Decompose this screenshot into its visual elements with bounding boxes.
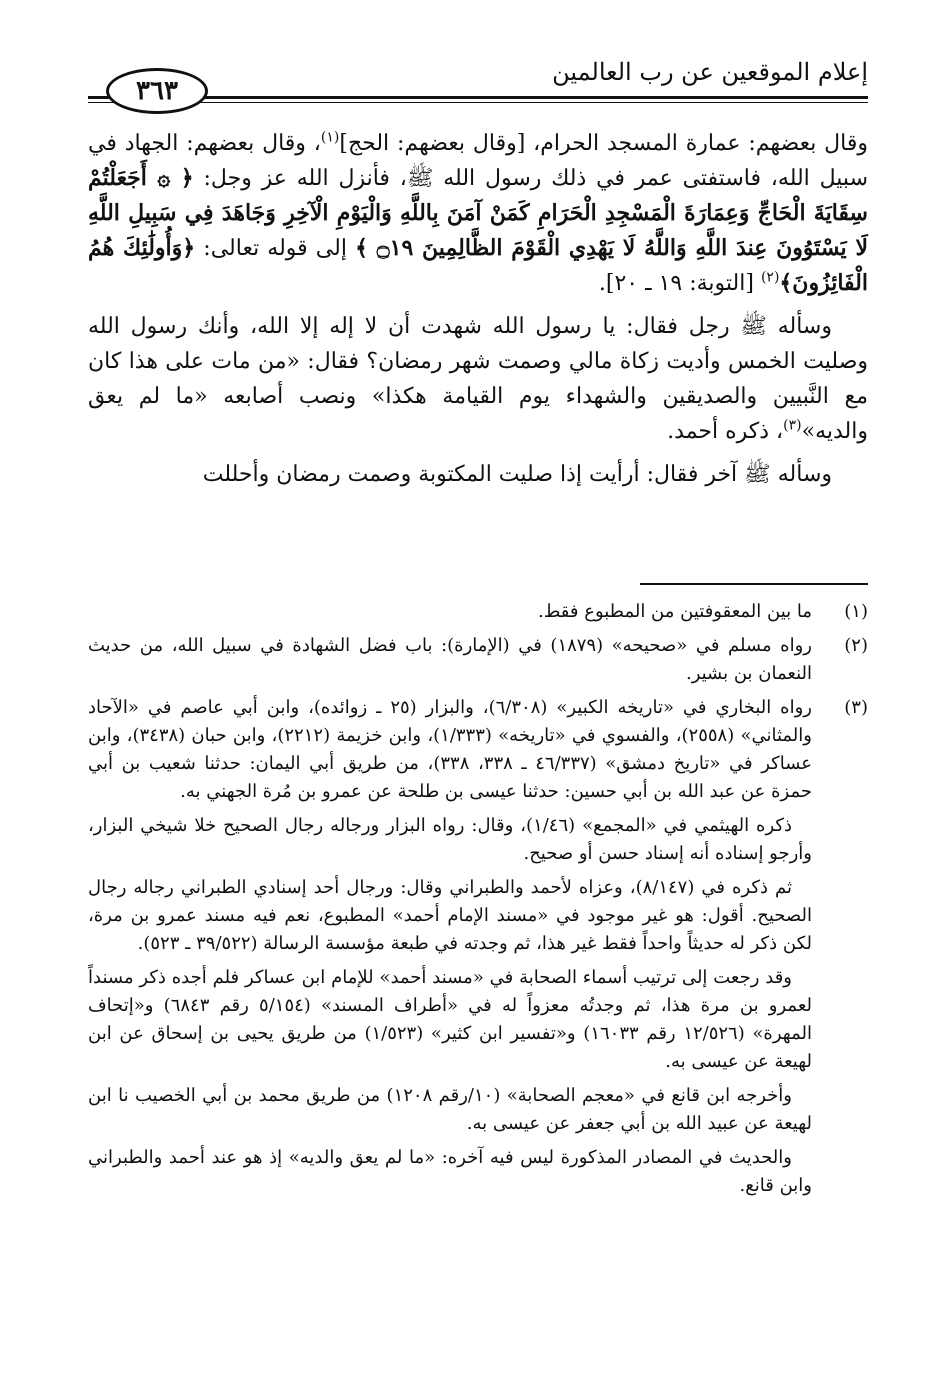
footnote-3-para-4: وقد رجعت إلى ترتيب أسماء الصحابة في «مسند أحمد» للإمام ابن عساكر فلم أجده ذكر مسنداً لعمرو بن مرة هذا، ثم وجدتُه معزواً له في «أطراف المسند» (٥/١٥٤ رقم ٦٨٤٣) و«إتحاف المهرة» (١٢/٥٢٦ رقم ١٦٠٣٣) و«تفسير ابن كثير» (١/٥٢٣) من طريق يحيى بن إسحاق عن ابن لهيعة عن عيسى به.: [88, 967, 812, 1072]
footnote-2: [88, 632, 868, 688]
quran-verse-1: ﴿ ۞ أَجَعَلْتُمْ سِقَايَةَ الْحَاجِّ وَعِمَارَةَ الْمَسْجِدِ الْحَرَامِ كَمَنْ آمَنَ بِاللَّهِ وَالْيَوْمِ الْآخِرِ وَجَاهَدَ فِي سَبِيلِ اللَّهِ لَا يَسْتَوُونَ عِندَ اللَّهِ وَاللَّهُ لَا يَهْدِي الْقَوْمَ الظَّالِمِينَ ۝١٩ ﴾: [88, 165, 868, 261]
paragraph-1-text: وقال بعضهم: عمارة المسجد الحرام، [وقال بعضهم: الحج]: [339, 131, 869, 156]
main-text: [88, 126, 868, 500]
header-rule-thin: [88, 102, 868, 103]
footnote-3-number: (٣): [844, 697, 868, 718]
footnote-3-para-5: وأخرجه ابن قانع في «معجم الصحابة» (١٠/رقم ١٢٠٨) من طريق محمد بن أبي الخصيب نا ابن لهيعة عن عبيد الله بن أبي جعفر عن عيسى به.: [88, 1085, 812, 1134]
footnote-mark-2: (٢): [760, 269, 780, 286]
paragraph-1: [88, 126, 868, 301]
footnote-divider: [640, 583, 868, 585]
footnote-2-number: (٢): [844, 635, 868, 656]
footnote-2-text: رواه مسلم في «صحيحه» (١٨٧٩) في (الإمارة): باب فضل الشهادة في سبيل الله، من حديث النعمان بن بشير.: [88, 635, 812, 684]
paragraph-3-text: وسأله ﷺ آخر فقال: أرأيت إذا صليت المكتوبة وصمت رمضان وأحللت: [202, 462, 832, 487]
footnote-3-para-6: والحديث في المصادر المذكورة ليس فيه آخره: «ما لم يعق والديه» إذ هو عند أحمد والطبراني وابن قانع.: [88, 1147, 812, 1196]
paragraph-2-end: ، ذكره أحمد.: [667, 419, 784, 444]
page-header: [88, 52, 868, 112]
paragraph-2: [88, 309, 868, 449]
footnote-3-para-3: ثم ذكره في (٨/١٤٧)، وعزاه لأحمد والطبراني وقال: ورجال أحد إسنادي الطبراني رجاله رجال الصحيح. أقول: هو غير موجود في «مسند الإمام أحمد» المطبوع، نعم فيه مسند عمرو بن مرة، لكن ذكر له حديثاً واحداً فقط غير هذا، ثم وجدته في طبعة مؤسسة الرسالة (٣٩/٥٢٢ ـ ٥٢٣).: [88, 877, 812, 954]
paragraph-1-text-c: إلى قوله تعالى:: [203, 236, 347, 261]
footnote-mark-3: (٣): [783, 417, 802, 434]
footnotes: [88, 598, 868, 1206]
footnote-1-text: ما بين المعقوفتين من المطبوع فقط.: [537, 601, 812, 622]
footnote-1-number: (١): [844, 601, 868, 622]
quran-verse-2: ﴿وَأُولَٰئِكَ هُمُ الْفَائِزُونَ﴾: [88, 235, 868, 296]
paragraph-3: [88, 457, 868, 492]
quran-reference: [التوبة: ١٩ ـ ٢٠].: [598, 271, 754, 296]
paragraph-1-text-b: ، وقال بعضهم: الجهاد في سبيل الله، فاستفتى عمر في ذلك رسول الله ﷺ، فأنزل الله عز وجل:: [88, 131, 868, 191]
footnote-3-para-2: ذكره الهيثمي في «المجمع» (١/٤٦)، وقال: رواه البزار ورجاله رجال الصحيح خلا شيخي البزار، وأرجو إسناده أنه إسناد حسن أو صحيح.: [88, 815, 812, 864]
page-number: ٣٦٣: [106, 68, 208, 114]
footnote-3-text: رواه البخاري في «تاريخه الكبير» (٦/٣٠٨)، والبزار (٢٥ ـ زوائده)، وابن أبي عاصم في «الآحاد والمثاني» (٢٥٥٨)، والفسوي في «تاريخه» (١/٣٣٣)، وابن خزيمة (٢٢١٢)، وابن حبان (٣٤٣٨)، وابن عساكر في «تاريخ دمشق» (٤٦/٣٣٧ ـ ٣٣٨، ٣٣٨)، من طريق أبي اليمان: حدثنا شعيب بن أبي حمزة عن عبد الله بن أبي حسين: حدثنا عيسى بن طلحة عن عمرو بن مُرة الجهني به.: [88, 697, 813, 802]
running-title: إعلام الموقعين عن رب العالمين: [552, 58, 868, 86]
footnote-mark-1: (١): [320, 129, 340, 146]
footnote-1: [88, 598, 868, 626]
footnote-3: [88, 694, 868, 1200]
paragraph-2-text: وسأله ﷺ رجل فقال: يا رسول الله شهدت أن لا إله إلا الله، وأنك رسول الله وصليت الخمس وأديت زكاة مالي وصمت شهر رمضان؟ فقال: «من مات على هذا كان مع النَّبيين والصديقين والشهداء يوم القيامة هكذا» ونصب أصابعه «ما لم يعق والديه»: [88, 314, 868, 444]
